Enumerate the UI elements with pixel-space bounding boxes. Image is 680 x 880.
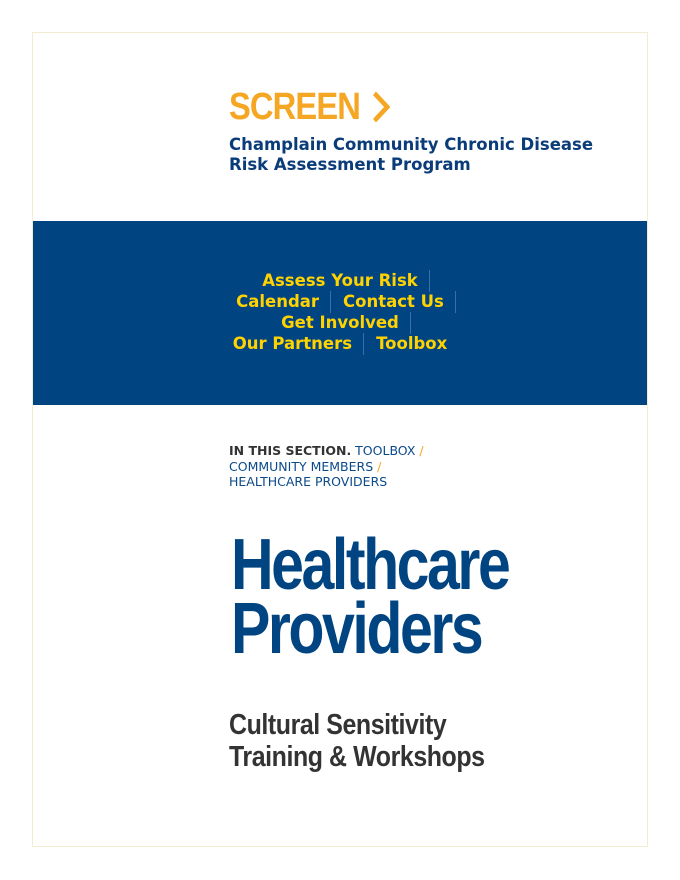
nav-item-toolbox[interactable]: Toolbox <box>376 334 448 353</box>
main-navigation <box>33 221 647 405</box>
breadcrumb-separator: / <box>377 458 382 474</box>
site-logo[interactable] <box>229 87 573 127</box>
nav-item-our-partners[interactable]: Our Partners <box>221 333 364 354</box>
logo-text: SCREEN <box>229 86 361 128</box>
breadcrumb-lead: IN THIS SECTION. <box>229 443 352 458</box>
breadcrumb-link-healthcare-providers[interactable]: HEALTHCARE PROVIDERS <box>229 474 388 489</box>
page-title: Healthcare Providers <box>231 525 509 669</box>
nav-item-contact-us[interactable]: Contact Us <box>331 291 456 312</box>
site-header <box>229 87 629 175</box>
nav-item-calendar[interactable]: Calendar <box>224 291 331 312</box>
breadcrumb-separator: / <box>419 443 424 458</box>
page-subtitle: Cultural Sensitivity Training & Workshops <box>229 709 485 773</box>
nav-item-get-involved[interactable]: Get Involved <box>269 312 411 333</box>
breadcrumb-link-toolbox[interactable]: TOOLBOX <box>355 443 416 458</box>
breadcrumb-link-community-members[interactable]: COMMUNITY MEMBERS <box>229 458 374 474</box>
chevron-right-icon <box>372 87 394 127</box>
program-name: Champlain Community Chronic Disease Risk Assessment Program <box>229 135 594 174</box>
nav-item-assess-your-risk[interactable]: Assess Your Risk <box>250 270 430 291</box>
page-frame <box>32 32 648 847</box>
breadcrumb <box>229 443 489 490</box>
